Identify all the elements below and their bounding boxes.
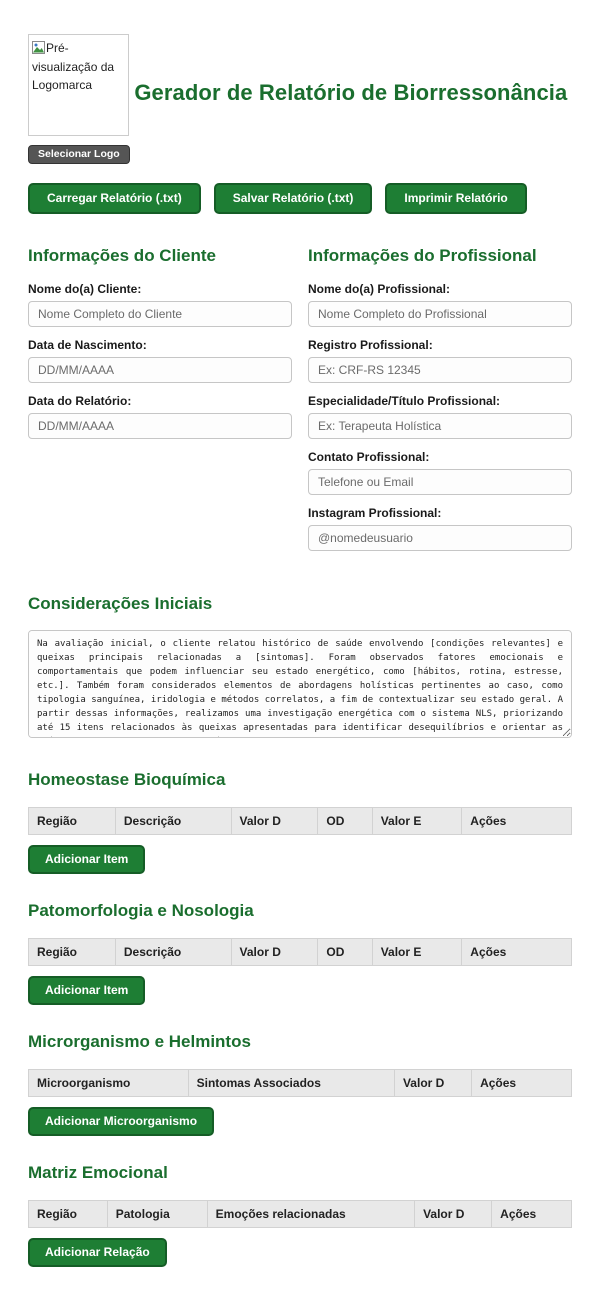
professional-name-input[interactable] [308, 301, 572, 327]
client-info-heading: Informações do Cliente [28, 246, 216, 265]
add-item-button-pathomorphology[interactable]: Adicionar Item [28, 976, 145, 1005]
column-header-region: Região [29, 808, 116, 835]
professional-info-section [308, 246, 572, 562]
report-date-field [28, 394, 292, 439]
emotional-matrix-table [28, 1200, 572, 1228]
report-actions [28, 183, 572, 214]
client-birthdate-label: Data de Nascimento: [28, 338, 147, 352]
report-date-label: Data do Relatório: [28, 394, 132, 408]
page-title: Gerador de Relatório de Biorressonância [134, 80, 568, 105]
table-header-row [29, 1070, 572, 1097]
professional-contact-input[interactable] [308, 469, 572, 495]
column-header-valor-d: Valor D [231, 808, 318, 835]
add-microorganism-button[interactable]: Adicionar Microorganismo [28, 1107, 214, 1136]
column-header-actions: Ações [472, 1070, 572, 1097]
column-header-valor-d: Valor D [231, 939, 318, 966]
professional-name-field [308, 282, 572, 327]
professional-specialty-field [308, 394, 572, 439]
column-header-region: Região [29, 939, 116, 966]
microorganism-section [28, 1032, 572, 1136]
load-report-button[interactable]: Carregar Relatório (.txt) [28, 183, 201, 214]
biochemical-homeostasis-heading: Homeostase Bioquímica [28, 770, 226, 789]
column-header-valor-e: Valor E [372, 939, 462, 966]
microorganism-table [28, 1069, 572, 1097]
emotional-matrix-heading: Matriz Emocional [28, 1163, 168, 1182]
professional-name-label: Nome do(a) Profissional: [308, 282, 451, 296]
add-relation-button[interactable]: Adicionar Relação [28, 1238, 167, 1267]
column-header-description: Descrição [115, 808, 231, 835]
column-header-valor-e: Valor E [372, 808, 462, 835]
table-header-row [29, 808, 572, 835]
pathomorphology-heading: Patomorfologia e Nosologia [28, 901, 254, 920]
professional-specialty-label: Especialidade/Título Profissional: [308, 394, 501, 408]
print-report-button[interactable]: Imprimir Relatório [385, 183, 526, 214]
professional-instagram-label: Instagram Profissional: [308, 506, 442, 520]
column-header-od: OD [318, 808, 372, 835]
professional-registry-input[interactable] [308, 357, 572, 383]
add-item-button-homeostasis[interactable]: Adicionar Item [28, 845, 145, 874]
client-info-section [28, 246, 292, 450]
professional-specialty-input[interactable] [308, 413, 572, 439]
logo-column [28, 34, 130, 164]
table-header-row [29, 1201, 572, 1228]
column-header-pathology: Patologia [107, 1201, 207, 1228]
column-header-actions: Ações [462, 939, 572, 966]
initial-considerations-section [28, 594, 572, 743]
broken-image-icon [32, 41, 45, 54]
logo-alt-text: Pré-visualização da Logomarca [32, 41, 115, 93]
column-header-valor-d: Valor D [394, 1070, 471, 1097]
client-name-field [28, 282, 292, 327]
professional-instagram-field [308, 506, 572, 551]
professional-registry-label: Registro Profissional: [308, 338, 433, 352]
save-report-button[interactable]: Salvar Relatório (.txt) [214, 183, 373, 214]
table-header-row [29, 939, 572, 966]
client-name-input[interactable] [28, 301, 292, 327]
column-header-actions: Ações [462, 808, 572, 835]
professional-info-heading: Informações do Profissional [308, 246, 537, 265]
emotional-matrix-section [28, 1163, 572, 1267]
logo-preview-box [28, 34, 129, 136]
biochemical-homeostasis-table [28, 807, 572, 835]
client-birthdate-input[interactable] [28, 357, 292, 383]
column-header-od: OD [318, 939, 372, 966]
column-header-description: Descrição [115, 939, 231, 966]
biochemical-homeostasis-section [28, 770, 572, 874]
microorganism-heading: Microrganismo e Helmintos [28, 1032, 251, 1051]
column-header-actions: Ações [492, 1201, 572, 1228]
select-logo-button[interactable]: Selecionar Logo [28, 145, 130, 164]
column-header-microorganism: Microorganismo [29, 1070, 189, 1097]
professional-registry-field [308, 338, 572, 383]
professional-contact-label: Contato Profissional: [308, 450, 430, 464]
initial-considerations-textarea[interactable] [28, 630, 572, 738]
info-form [28, 246, 572, 562]
pathomorphology-section [28, 901, 572, 1005]
report-date-input[interactable] [28, 413, 292, 439]
column-header-valor-d: Valor D [415, 1201, 492, 1228]
professional-contact-field [308, 450, 572, 495]
header [28, 34, 572, 164]
column-header-symptoms: Sintomas Associados [188, 1070, 394, 1097]
pathomorphology-table [28, 938, 572, 966]
column-header-region: Região [29, 1201, 108, 1228]
column-header-emotions: Emoções relacionadas [207, 1201, 414, 1228]
initial-considerations-heading: Considerações Iniciais [28, 594, 213, 613]
professional-instagram-input[interactable] [308, 525, 572, 551]
client-birthdate-field [28, 338, 292, 383]
client-name-label: Nome do(a) Cliente: [28, 282, 142, 296]
